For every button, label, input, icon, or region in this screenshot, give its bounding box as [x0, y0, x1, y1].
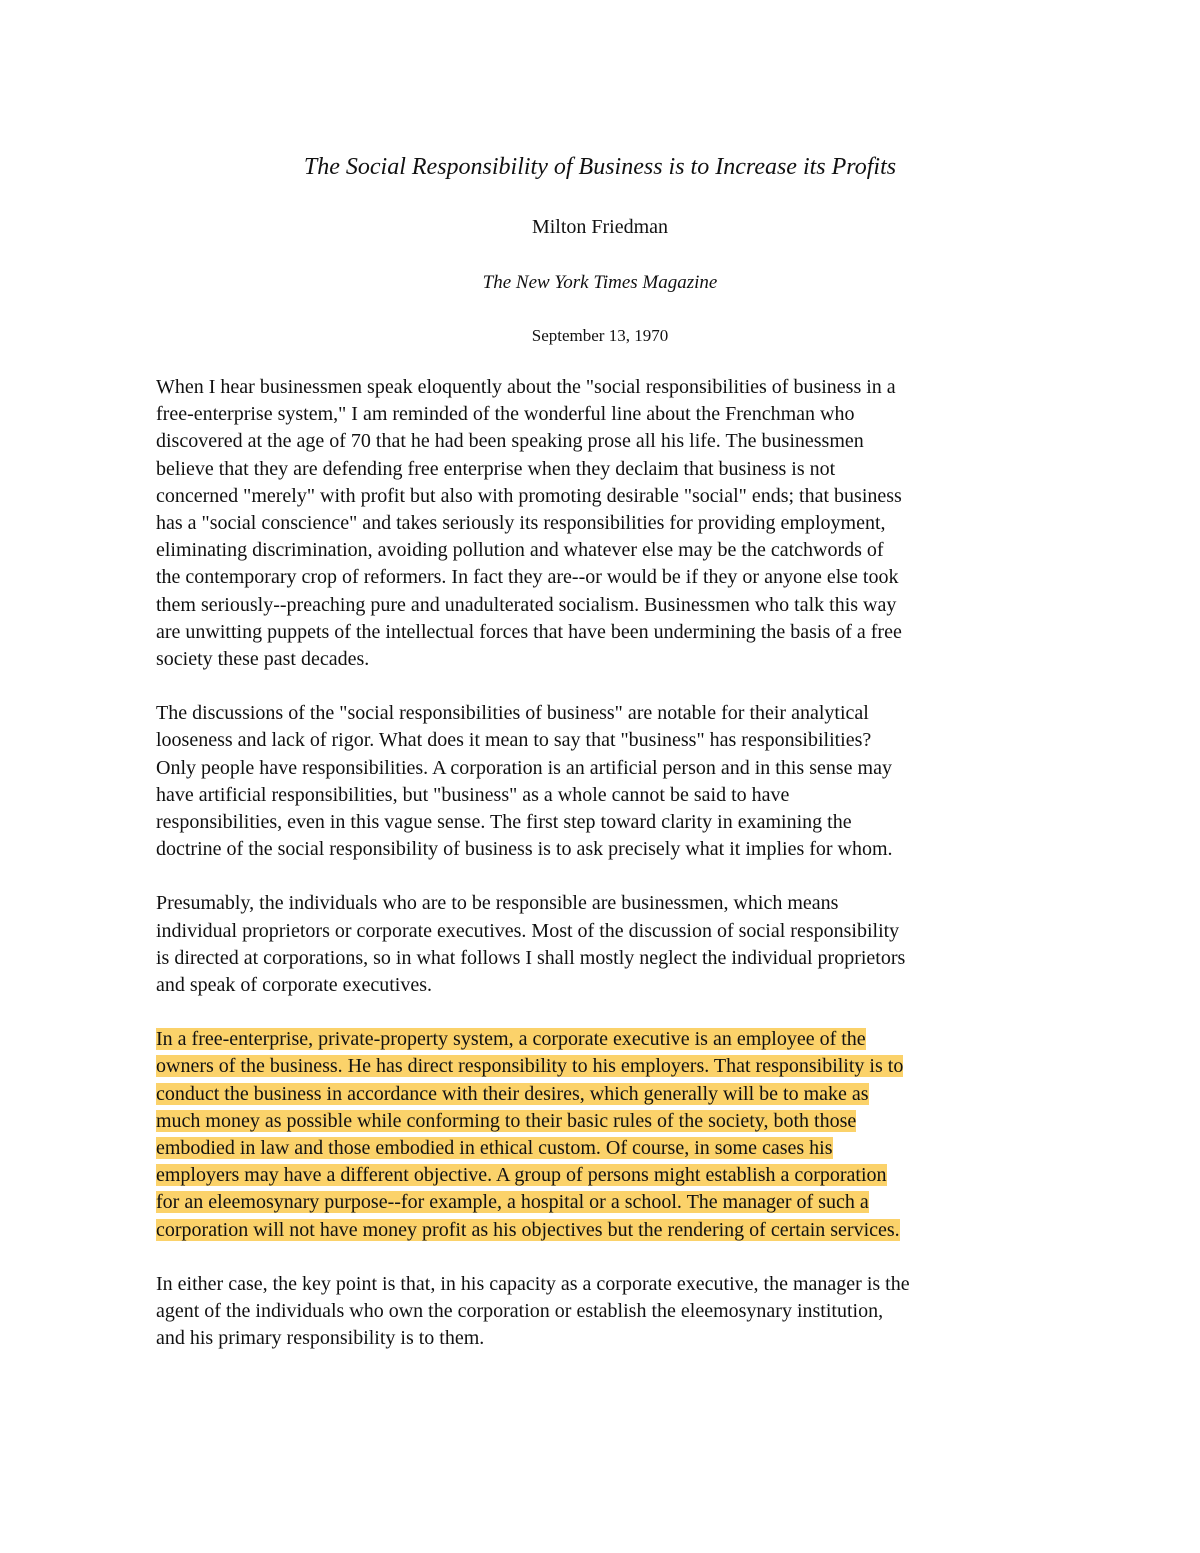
text-line	[156, 1108, 1056, 1135]
line-text: doctrine of the social responsibility of business is to ask precisely what it implies for whom.	[156, 838, 893, 861]
text-line	[156, 836, 1056, 863]
text-line	[156, 1081, 1056, 1108]
line-text: society these past decades.	[156, 648, 370, 671]
highlighted-text: conduct the business in accordance with their desires, which generally will be to make as	[156, 1082, 869, 1105]
text-line	[156, 1189, 1056, 1216]
line-text: and speak of corporate executives.	[156, 974, 432, 997]
line-text: In either case, the key point is that, in his capacity as a corporate executive, the manager is the	[156, 1272, 910, 1295]
line-text: the contemporary crop of reformers. In fact they are--or would be if they or anyone else took	[156, 566, 899, 589]
text-line	[156, 945, 1056, 972]
line-text: Presumably, the individuals who are to be responsible are businessmen, which means	[156, 892, 839, 915]
publication-name: The New York Times Magazine	[482, 272, 718, 293]
line-text: eliminating discrimination, avoiding pollution and whatever else may be the catchwords of	[156, 539, 884, 562]
highlighted-text: employers may have a different objective. A group of persons might establish a corporation	[156, 1164, 887, 1187]
document-body	[156, 374, 1056, 1380]
line-text: responsibilities, even in this vague sense. The first step toward clarity in examining the	[156, 811, 852, 834]
text-line	[156, 918, 1056, 945]
text-line	[156, 1135, 1056, 1162]
text-line	[156, 401, 1056, 428]
text-line	[156, 510, 1056, 537]
text-line	[156, 809, 1056, 836]
text-line	[156, 646, 1056, 673]
line-text: individual proprietors or corporate executives. Most of the discussion of social responsibility	[156, 919, 900, 942]
line-text: Only people have responsibilities. A corporation is an artificial person and in this sense may	[156, 756, 892, 779]
text-line	[156, 374, 1056, 401]
text-line	[156, 1271, 1056, 1298]
text-line	[156, 890, 1056, 917]
highlighted-text: much money as possible while conforming to their basic rules of the society, both those	[156, 1109, 857, 1132]
text-line	[156, 972, 1056, 999]
line-text: have artificial responsibilities, but "business" as a whole cannot be said to have	[156, 783, 790, 806]
document-author: Milton Friedman	[531, 216, 669, 238]
line-text: believe that they are defending free enterprise when they declaim that business is not	[156, 457, 836, 480]
text-line	[156, 1217, 1056, 1244]
line-text: discovered at the age of 70 that he had been speaking prose all his life. The businessmen	[156, 430, 864, 453]
text-line	[156, 619, 1056, 646]
highlighted-text: for an eleemosynary purpose--for example, a hospital or a school. The manager of such a	[156, 1191, 869, 1214]
text-line	[156, 727, 1056, 754]
line-text: and his primary responsibility is to them.	[156, 1327, 485, 1350]
highlighted-text: embodied in law and those embodied in ethical custom. Of course, in some cases his	[156, 1137, 833, 1160]
document-title: The Social Responsibility of Business is to Increase its Profits	[303, 154, 897, 180]
text-line	[156, 483, 1056, 510]
body-paragraph	[156, 374, 1056, 673]
line-text: looseness and lack of rigor. What does it mean to say that "business" has responsibilities?	[156, 729, 872, 752]
text-line	[156, 755, 1056, 782]
text-line	[156, 782, 1056, 809]
line-text: concerned "merely" with profit but also with promoting desirable "social" ends; that business	[156, 484, 902, 507]
text-line	[156, 1325, 1056, 1352]
line-text: The discussions of the "social responsibilities of business" are notable for their analytical	[156, 702, 869, 725]
text-line	[156, 700, 1056, 727]
text-line	[156, 564, 1056, 591]
body-paragraph	[156, 890, 1056, 999]
publication-date: September 13, 1970	[531, 326, 669, 345]
highlighted-text: In a free-enterprise, private-property system, a corporate executive is an employee of the	[156, 1028, 866, 1051]
line-text: is directed at corporations, so in what follows I shall mostly neglect the individual proprietors	[156, 946, 906, 969]
text-line	[156, 1026, 1056, 1053]
line-text: them seriously--preaching pure and unadulterated socialism. Businessmen who talk this way	[156, 593, 897, 616]
text-line	[156, 537, 1056, 564]
body-paragraph	[156, 1271, 1056, 1353]
line-text: When I hear businessmen speak eloquently about the "social responsibilities of business in a	[156, 376, 896, 398]
line-text: agent of the individuals who own the corporation or establish the eleemosynary institution,	[156, 1300, 884, 1323]
text-line	[156, 428, 1056, 455]
highlighted-paragraph	[156, 1026, 1056, 1244]
line-text: are unwitting puppets of the intellectual forces that have been undermining the basis of a free	[156, 620, 902, 643]
text-line	[156, 1053, 1056, 1080]
text-line	[156, 1162, 1056, 1189]
text-line	[156, 592, 1056, 619]
text-line	[156, 456, 1056, 483]
text-line	[156, 1298, 1056, 1325]
body-paragraph	[156, 700, 1056, 863]
highlighted-text: corporation will not have money profit as his objectives but the rendering of certain services.	[156, 1218, 900, 1241]
line-text: has a "social conscience" and takes seriously its responsibilities for providing employment,	[156, 512, 886, 535]
highlighted-text: owners of the business. He has direct responsibility to his employers. That responsibility is to	[156, 1055, 904, 1078]
line-text: free-enterprise system," I am reminded of the wonderful line about the Frenchman who	[156, 403, 855, 426]
